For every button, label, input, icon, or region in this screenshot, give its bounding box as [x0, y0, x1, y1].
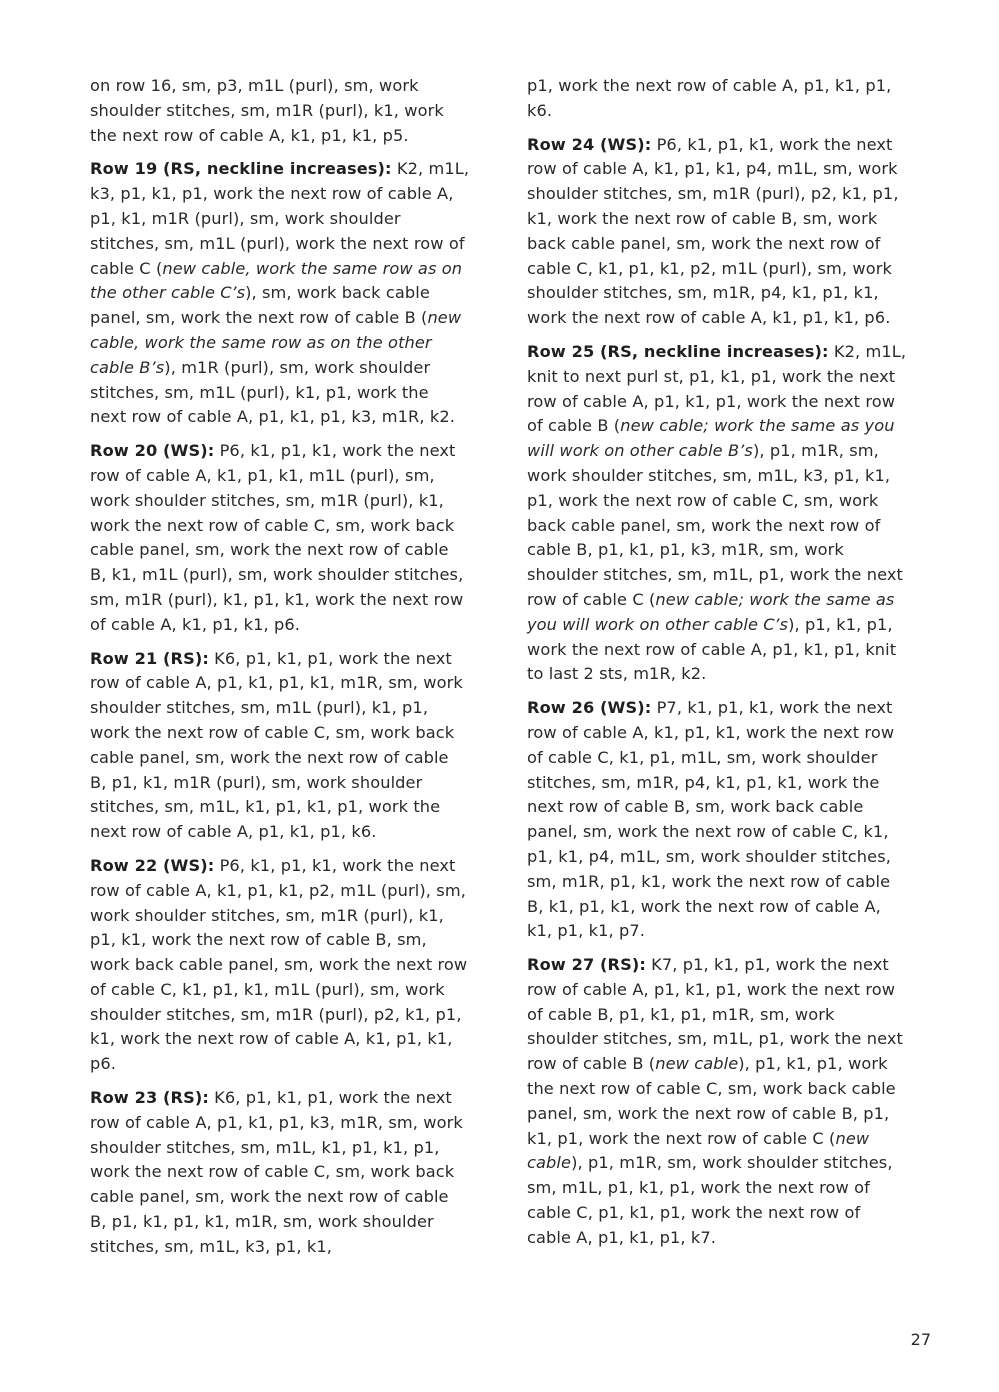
row-label: Row 25 (RS, neckline increases):: [527, 341, 829, 361]
row-instruction: [90, 157, 470, 430]
left-column: [90, 74, 470, 1269]
italic-note: new cable, work the same row as on the other cable C’s: [90, 258, 463, 303]
instruction-text: p1, work the next row of cable A, p1, k1, p1, k6.: [527, 76, 892, 120]
instruction-text: ), m1R (purl), sm, work shoulder stitches, sm, m1L (purl), k1, p1, work the next row of cable A, p1, k1, p1, k3, m1R, k2.: [90, 357, 455, 427]
row-label: Row 27 (RS):: [527, 955, 646, 975]
instruction-text: K6, p1, k1, p1, work the next row of cable A, p1, k1, p1, k1, m1R, sm, work shoulder stitches, sm, m1L (purl), k1, p1, work the next row of cable C, sm, work back cable panel, sm, work the next row of cable B, p1, k1, m1R (purl), sm, work shoulder stitches, sm, m1L, k1, p1, k1, p1, work the next row of cable A, p1, k1, p1, k6.: [90, 648, 463, 842]
instruction-text: P6, k1, p1, k1, work the next row of cable A, k1, p1, k1, p4, m1L, sm, work shoulder stitches, sm, m1R (purl), p2, k1, p1, k1, work the next row of cable B, sm, work back cable panel, sm, work the next row of cable C, k1, p1, k1, p2, m1L (purl), sm, work shoulder stitches, sm, m1R, p4, k1, p1, k1, work the next row of cable A, k1, p1, k1, p6.: [527, 134, 899, 328]
row-instruction: [527, 133, 907, 331]
instruction-text: K2, m1L, k3, p1, k1, p1, work the next row of cable A, p1, k1, m1R (purl), sm, work shoulder stitches, sm, m1L (purl), work the next row of cable C (: [90, 159, 470, 278]
instruction-continuation: [527, 74, 907, 124]
instruction-text: P6, k1, p1, k1, work the next row of cable A, k1, p1, k1, p2, m1L (purl), sm, work shoulder stitches, sm, m1R (purl), k1, p1, k1, work the next row of cable B, sm, work back cable panel, sm, work the next row of cable C, k1, p1, k1, m1L (purl), sm, work shoulder stitches, sm, m1R (purl), p2, k1, p1, k1, work the next row of cable A, k1, p1, k1, p6.: [90, 855, 468, 1074]
instruction-text: K7, p1, k1, p1, work the next row of cable A, p1, k1, p1, work the next row of cable B, p1, k1, p1, m1R, sm, work shoulder stitches, sm, m1L, p1, work the next row of cable B (: [527, 955, 903, 1074]
row-instruction: [527, 340, 907, 687]
instruction-text: ), p1, m1R, sm, work shoulder stitches, sm, m1L, k3, p1, k1, p1, work the next row of cable C, sm, work back cable panel, sm, work the next row of cable B, p1, k1, p1, k3, m1R, sm, work shoulder stitches, sm, m1L, p1, work the next row of cable C (: [527, 441, 903, 609]
right-column: [527, 74, 907, 1260]
instruction-text: ), p1, m1R, sm, work shoulder stitches, sm, m1L, p1, k1, p1, work the next row of cable C, p1, k1, p1, work the next row of cable A, p1, k1, p1, k7.: [527, 1153, 893, 1247]
instruction-text: P6, k1, p1, k1, work the next row of cable A, k1, p1, k1, m1L (purl), sm, work shoulder stitches, sm, m1R (purl), k1, work the next row of cable C, sm, work back cable panel, sm, work the next row of cable B, k1, m1L (purl), sm, work shoulder stitches, sm, m1R (purl), k1, p1, k1, work the next row of cable A, k1, p1, k1, p6.: [90, 441, 464, 634]
row-instruction: [527, 953, 907, 1251]
row-label: Row 26 (WS):: [527, 698, 652, 718]
row-label: Row 21 (RS):: [90, 648, 209, 668]
instruction-text: ), p1, k1, p1, work the next row of cable A, p1, k1, p1, knit to last 2 sts, m1R, k2.: [527, 614, 897, 684]
instruction-text: ), sm, work back cable panel, sm, work the next row of cable B (: [90, 283, 430, 328]
instruction-text: P7, k1, p1, k1, work the next row of cable A, k1, p1, k1, work the next row of cable C, k1, p1, m1L, sm, work shoulder stitches, sm, m1R, p4, k1, p1, k1, work the next row of cable B, sm, work back cable panel, sm, work the next row of cable C, k1, p1, k1, p4, m1L, sm, work shoulder stitches, sm, m1R, p1, k1, work the next row of cable B, k1, p1, k1, work the next row of cable A, k1, p1, k1, p7.: [527, 698, 895, 941]
row-instruction: [90, 854, 470, 1077]
italic-note: new cable: [655, 1054, 739, 1074]
instruction-text: K6, p1, k1, p1, work the next row of cable A, p1, k1, p1, k3, m1R, sm, work shoulder stitches, sm, m1L, k1, p1, k1, p1, work the next row of cable C, sm, work back cable panel, sm, work the next row of cable B, p1, k1, p1, k1, m1R, sm, work shoulder stitches, sm, m1L, k3, p1, k1,: [90, 1088, 463, 1256]
row-label: Row 23 (RS):: [90, 1088, 209, 1108]
italic-note: new cable; work the same as you will work on other cable B’s: [527, 416, 895, 461]
instruction-text: K2, m1L, knit to next purl st, p1, k1, p1, work the next row of cable A, p1, k1, p1, work the next row of cable B (: [527, 341, 907, 436]
row-label: Row 22 (WS):: [90, 855, 215, 875]
row-instruction: [527, 696, 907, 944]
italic-note: new cable; work the same as you will work on other cable C’s: [527, 589, 895, 634]
row-instruction: [90, 647, 470, 845]
row-label: Row 19 (RS, neckline increases):: [90, 159, 392, 179]
row-label: Row 20 (WS):: [90, 441, 215, 461]
page-number: 27: [910, 1330, 931, 1349]
row-label: Row 24 (WS):: [527, 134, 652, 154]
instruction-continuation: [90, 74, 470, 148]
instruction-text: ), p1, k1, p1, work the next row of cable C, sm, work back cable panel, sm, work the next row of cable B, p1, k1, p1, work the next row of cable C (: [527, 1054, 896, 1148]
instruction-text: on row 16, sm, p3, m1L (purl), sm, work shoulder stitches, sm, m1R (purl), k1, work the next row of cable A, k1, p1, k1, p5.: [90, 76, 444, 145]
italic-note: new cable, work the same row as on the other cable B’s: [90, 308, 462, 377]
row-instruction: [90, 439, 470, 637]
row-instruction: [90, 1086, 470, 1260]
italic-note: new cable: [527, 1128, 870, 1173]
